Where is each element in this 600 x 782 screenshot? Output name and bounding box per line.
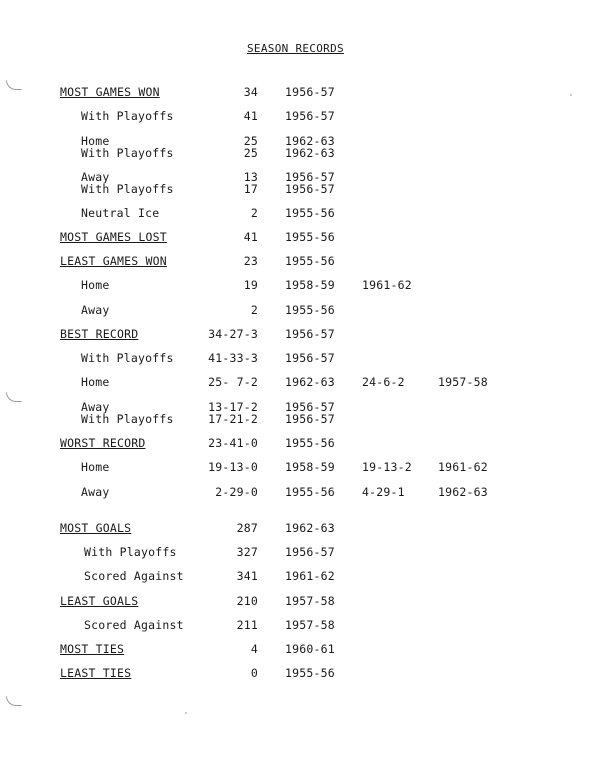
record-label: Home	[81, 460, 110, 474]
record-label: With Playoffs	[81, 412, 174, 426]
record-season: 1960-61	[285, 642, 335, 656]
record-label: LEAST GOALS	[60, 594, 139, 608]
record-label: Away	[81, 303, 110, 317]
record-label: Home	[81, 134, 110, 148]
record-value: 25	[243, 134, 258, 148]
record-season: 1956-57	[285, 412, 335, 426]
record-season: 1956-57	[285, 170, 335, 184]
record-row	[0, 303, 600, 317]
record-value: 23	[243, 254, 258, 268]
record-row	[0, 146, 600, 160]
record-season: 1955-56	[285, 254, 335, 268]
record-value: 41-33-3	[208, 351, 258, 365]
record-label: LEAST TIES	[60, 666, 132, 680]
record-value: 0	[250, 666, 258, 680]
record-season: 1956-57	[285, 327, 335, 341]
record-label: Scored Against	[84, 569, 184, 583]
record-value: 2-29-0	[215, 485, 258, 499]
record-extra-season: 1961-62	[438, 460, 488, 474]
record-season: 1955-56	[285, 485, 335, 499]
record-value: 341	[236, 569, 258, 583]
record-label: Home	[81, 278, 110, 292]
record-season: 1962-63	[285, 375, 335, 389]
record-row	[0, 569, 600, 583]
record-season: 1955-56	[285, 230, 335, 244]
record-row	[0, 521, 600, 535]
record-extra-season: 1957-58	[438, 375, 488, 389]
record-season: 1961-62	[285, 569, 335, 583]
record-label: MOST GOALS	[60, 521, 132, 535]
record-season: 1957-58	[285, 594, 335, 608]
record-value: 19	[243, 278, 258, 292]
record-row	[0, 327, 600, 341]
record-season: 1955-56	[285, 666, 335, 680]
record-season: 1955-56	[285, 436, 335, 450]
record-season: 1957-58	[285, 618, 335, 632]
record-row	[0, 412, 600, 426]
paper-speck	[185, 712, 187, 714]
record-label: Home	[81, 375, 110, 389]
record-season: 1956-57	[285, 400, 335, 414]
record-extra: 1961-62	[362, 278, 412, 292]
record-row	[0, 351, 600, 365]
record-value: 17	[243, 182, 258, 196]
record-row	[0, 182, 600, 196]
record-label: Away	[81, 170, 110, 184]
record-row	[0, 436, 600, 450]
record-row	[0, 254, 600, 268]
record-value: 25	[243, 146, 258, 160]
record-value: 2	[250, 303, 258, 317]
record-extra: 19-13-2	[362, 460, 412, 474]
record-value: 13-17-2	[208, 400, 258, 414]
record-value: 41	[243, 109, 258, 123]
record-season: 1962-63	[285, 146, 335, 160]
record-value: 25- 7-2	[208, 375, 258, 389]
record-value: 211	[236, 618, 258, 632]
record-label: With Playoffs	[81, 109, 174, 123]
record-label: With Playoffs	[81, 351, 174, 365]
record-row	[0, 230, 600, 244]
record-season: 1962-63	[285, 134, 335, 148]
record-season: 1956-57	[285, 545, 335, 559]
record-label: Away	[81, 485, 110, 499]
record-value: 41	[243, 230, 258, 244]
record-season: 1962-63	[285, 521, 335, 535]
record-label: Scored Against	[84, 618, 184, 632]
page-title: SEASON RECORDS	[247, 42, 344, 55]
record-row	[0, 642, 600, 656]
record-value: 327	[236, 545, 258, 559]
record-label: With Playoffs	[81, 182, 174, 196]
record-value: 2	[250, 206, 258, 220]
record-row	[0, 618, 600, 632]
record-row	[0, 460, 600, 474]
record-value: 34-27-3	[208, 327, 258, 341]
record-season: 1956-57	[285, 85, 335, 99]
record-row	[0, 375, 600, 389]
record-value: 17-21-2	[208, 412, 258, 426]
record-extra-season: 1962-63	[438, 485, 488, 499]
record-row	[0, 85, 600, 99]
record-label: MOST TIES	[60, 642, 125, 656]
record-season: 1956-57	[285, 182, 335, 196]
record-value: 4	[250, 642, 258, 656]
record-extra: 4-29-1	[362, 485, 405, 499]
record-value: 23-41-0	[208, 436, 258, 450]
record-extra: 24-6-2	[362, 375, 405, 389]
record-label: LEAST GAMES WON	[60, 254, 167, 268]
record-label: WORST RECORD	[60, 436, 146, 450]
record-row	[0, 206, 600, 220]
record-row	[0, 278, 600, 292]
record-value: 287	[236, 521, 258, 535]
record-label: Away	[81, 400, 110, 414]
record-season: 1956-57	[285, 109, 335, 123]
record-row	[0, 109, 600, 123]
record-row	[0, 545, 600, 559]
record-row	[0, 666, 600, 680]
record-label: With Playoffs	[81, 146, 174, 160]
record-value: 13	[243, 170, 258, 184]
record-value: 210	[236, 594, 258, 608]
record-row	[0, 594, 600, 608]
record-value: 34	[243, 85, 258, 99]
record-label: MOST GAMES WON	[60, 85, 160, 99]
record-label: BEST RECORD	[60, 327, 139, 341]
record-row	[0, 485, 600, 499]
record-season: 1958-59	[285, 278, 335, 292]
record-label: MOST GAMES LOST	[60, 230, 167, 244]
record-season: 1958-59	[285, 460, 335, 474]
record-label: Neutral Ice	[81, 206, 160, 220]
record-season: 1955-56	[285, 206, 335, 220]
record-value: 19-13-0	[208, 460, 258, 474]
record-season: 1956-57	[285, 351, 335, 365]
record-season: 1955-56	[285, 303, 335, 317]
record-label: With Playoffs	[84, 545, 177, 559]
binder-hole-mark	[6, 696, 22, 706]
